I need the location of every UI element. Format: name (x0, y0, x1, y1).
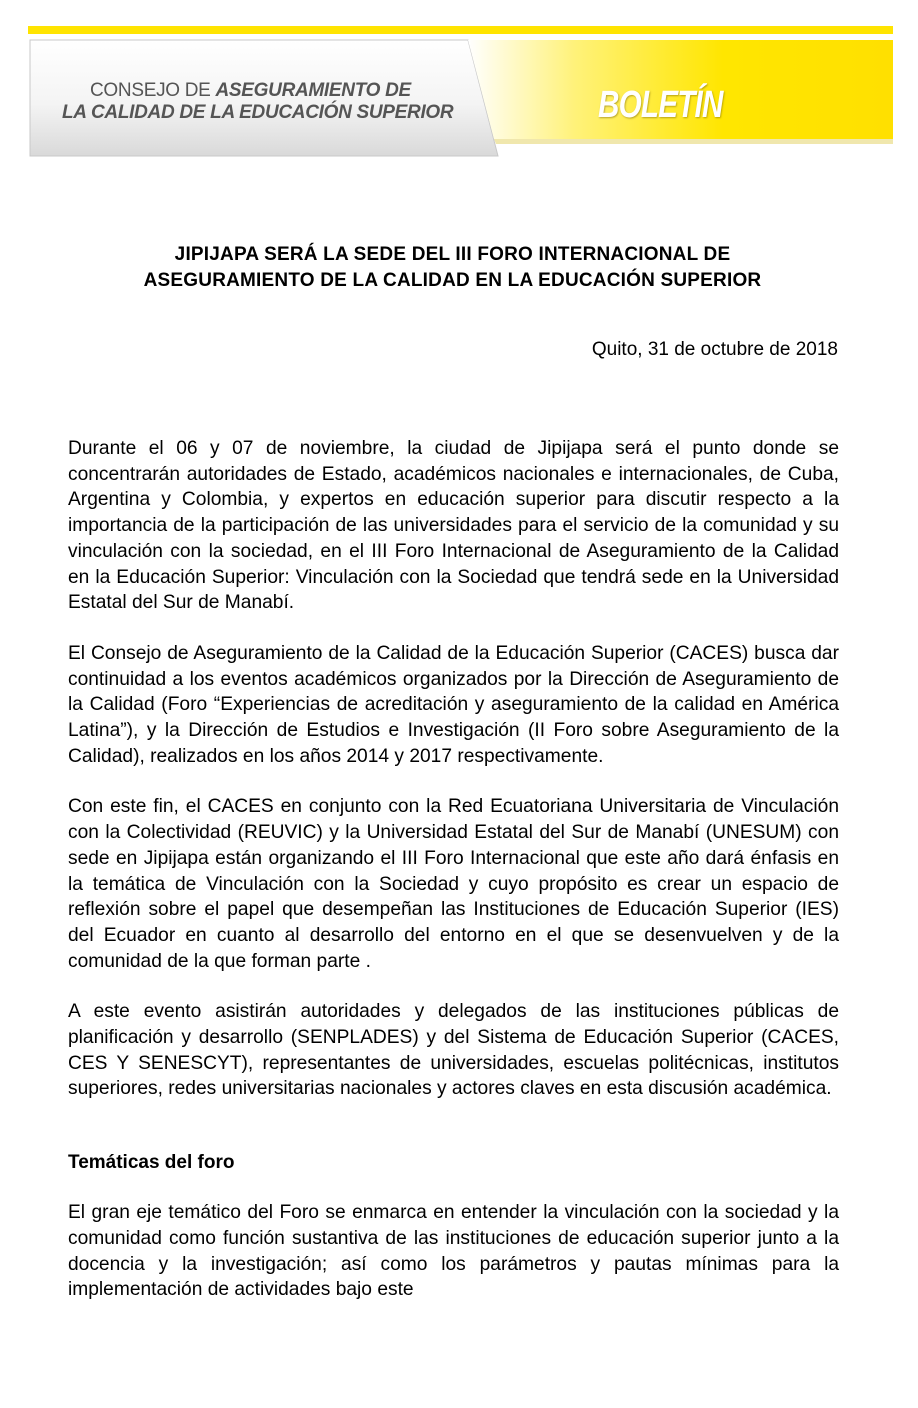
paragraph-2: El Consejo de Aseguramiento de la Calidad de la Educación Superior (CACES) busca dar continuidad a los eventos académicos organizados por la Dirección de Aseguramiento de la Calidad (Foro “Experiencias de acreditación y aseguramiento de la calidad en América Latina”), y la Dirección de Estudios e Investigación (II Foro sobre Aseguramiento de la Calidad), realizados en los años 2014 y 2017 respectivamente. (68, 642, 839, 767)
organization-name (62, 80, 453, 124)
title-line-2: ASEGURAMIENTO DE LA CALIDAD EN LA EDUCACIÓN SUPERIOR (143, 270, 762, 291)
org-name-light: CONSEJO DE (90, 80, 216, 101)
article-body (68, 436, 839, 1328)
boletin-badge: BOLETÍN (598, 84, 723, 126)
paragraph-3: Con este fin, el CACES en conjunto con la Red Ecuatoriana Universitaria de Vinculación con la Colectividad (REUVIC) y la Universidad Estatal del Sur de Manabí (UNESUM) con sede en Jipijapa están organizando el III Foro Internacional que este año dará énfasis en la temática de Vinculación con la Sociedad y cuyo propósito es crear un espacio de reflexión sobre el papel que desempeñan las Instituciones de Educación Superior (IES) del Ecuador en cuanto al desarrollo del entorno en el que se desenvuelven y de la comunidad de la que forman parte . (68, 796, 839, 972)
org-name-bold: ASEGURAMIENTO DE (215, 80, 411, 101)
dateline: Quito, 31 de octubre de 2018 (591, 339, 838, 360)
org-name-line2: LA CALIDAD DE LA EDUCACIÓN SUPERIOR (62, 102, 454, 123)
article-title (60, 242, 845, 294)
title-line-1: JIPIJAPA SERÁ LA SEDE DEL III FORO INTERNACIONAL DE (174, 244, 731, 265)
paragraph-4: A este evento asistirán autoridades y delegados de las instituciones públicas de planificación y desarrollo (SENPLADES) y del Sistema de Educación Superior (CACES, CES Y SENESCYT), representantes de universidades, escuelas politécnicas, institutos superiores, redes universitarias nacionales y actores claves en esta discusión académica. (68, 1001, 839, 1100)
section-paragraph: El gran eje temático del Foro se enmarca en entender la vinculación con la sociedad y la comunidad como función sustantiva de las instituciones de educación superior junto a la docencia y la investigación; así como los parámetros y pautas mínimas para la implementación de actividades bajo este (68, 1202, 839, 1301)
org-name-line1 (62, 80, 453, 102)
header-banner (28, 26, 893, 162)
paragraph-1: Durante el 06 y 07 de noviembre, la ciudad de Jipijapa será el punto donde se concentrarán autoridades de Estado, académicos nacionales e internacionales, de Cuba, Argentina y Colombia, y expertos en educación superior para discutir respecto a la importancia de la participación de las universidades para el servicio de la comunidad y su vinculación con la sociedad, en el III Foro Internacional de Aseguramiento de la Calidad en la Educación Superior: Vinculación con la Sociedad que tendrá sede en la Universidad Estatal del Sur de Manabí. (68, 438, 839, 614)
section-heading: Temáticas del foro (68, 1152, 235, 1174)
